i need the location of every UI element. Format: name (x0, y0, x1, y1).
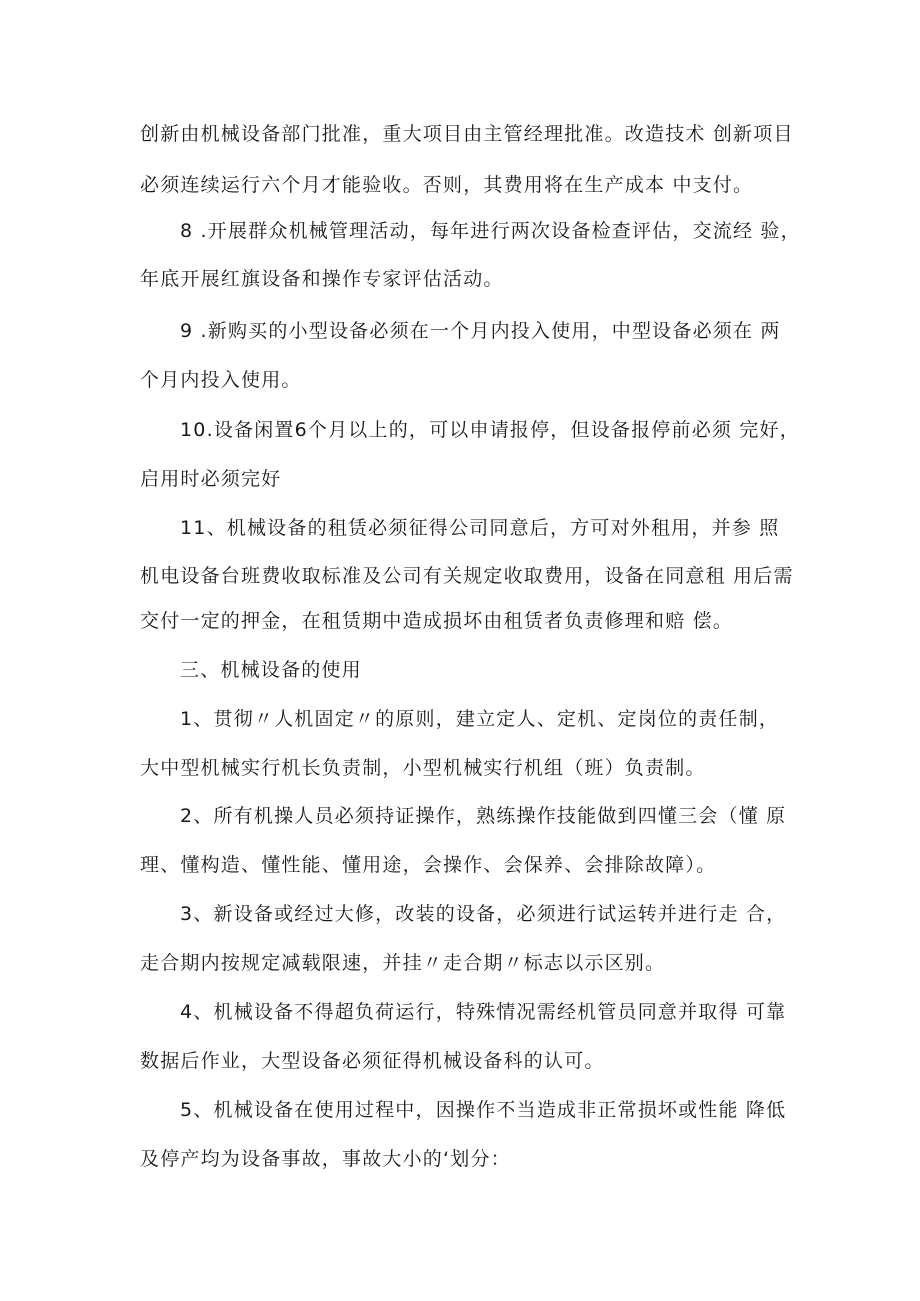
text-line: 必须连续运行六个月才能验收。否则，其费用将在生产成本 中支付。 (140, 174, 754, 196)
text-line: 个月内投入使用。 (140, 369, 302, 391)
text-line: 4、机械设备不得超负荷运行，特殊情况需经机管员同意并取得 可靠 (180, 1001, 787, 1023)
text-line: 及停产均为设备事故，事故大小的‘划分： (140, 1148, 511, 1170)
text-line: 机电设备台班费收取标准及公司有关规定收取费用，设备在同意租 用后需 (140, 565, 794, 587)
text-line: 5、机械设备在使用过程中，因操作不当造成非正常损坏或性能 降低 (180, 1099, 787, 1121)
text-line: 创新由机械设备部门批准，重大项目由主管经理批准。改造技术 创新项目 (140, 123, 794, 145)
text-line: 9 .新购买的小型设备必须在一个月内投入使用，中型设备必须在 两 (180, 320, 781, 342)
text-line: 8 .开展群众机械管理活动，每年进行两次设备检查评估，交流经 验， (180, 220, 801, 242)
text-line: 3、新设备或经过大修，改装的设备，必须进行试运转并进行走 合， (180, 903, 787, 925)
text-line: 10.设备闲置6个月以上的，可以申请报停，但设备报停前必须 完好， (180, 419, 800, 441)
text-line: 启用时必须完好 (140, 468, 282, 490)
text-line: 大中型机械实行机长负责制，小型机械实行机组（班）负责制。 (140, 757, 706, 779)
text-line: 1、贯彻〃人机固定〃的原则，建立定人、定机、定岗位的责任制， (180, 708, 780, 730)
section-heading: 三、机械设备的使用 (180, 659, 362, 681)
text-line: 11、机械设备的租赁必须征得公司同意后，方可对外租用，并参 照 (180, 517, 780, 539)
text-line: 交付一定的押金，在租赁期中造成损坏由租赁者负责修理和赔 偿。 (140, 610, 734, 632)
text-line: 数据后作业，大型设备必须征得机械设备科的认可。 (140, 1050, 605, 1072)
text-line: 2、所有机操人员必须持证操作，熟练操作技能做到四懂三会（懂 原 (180, 805, 787, 827)
text-line: 走合期内按规定减载限速，并挂〃走合期〃标志以示区别。 (140, 952, 666, 974)
text-line: 年底开展红旗设备和操作专家评估活动。 (140, 268, 504, 290)
text-line: 理、懂构造、懂性能、懂用途，会操作、会保养、会排除故障）。 (140, 854, 717, 876)
